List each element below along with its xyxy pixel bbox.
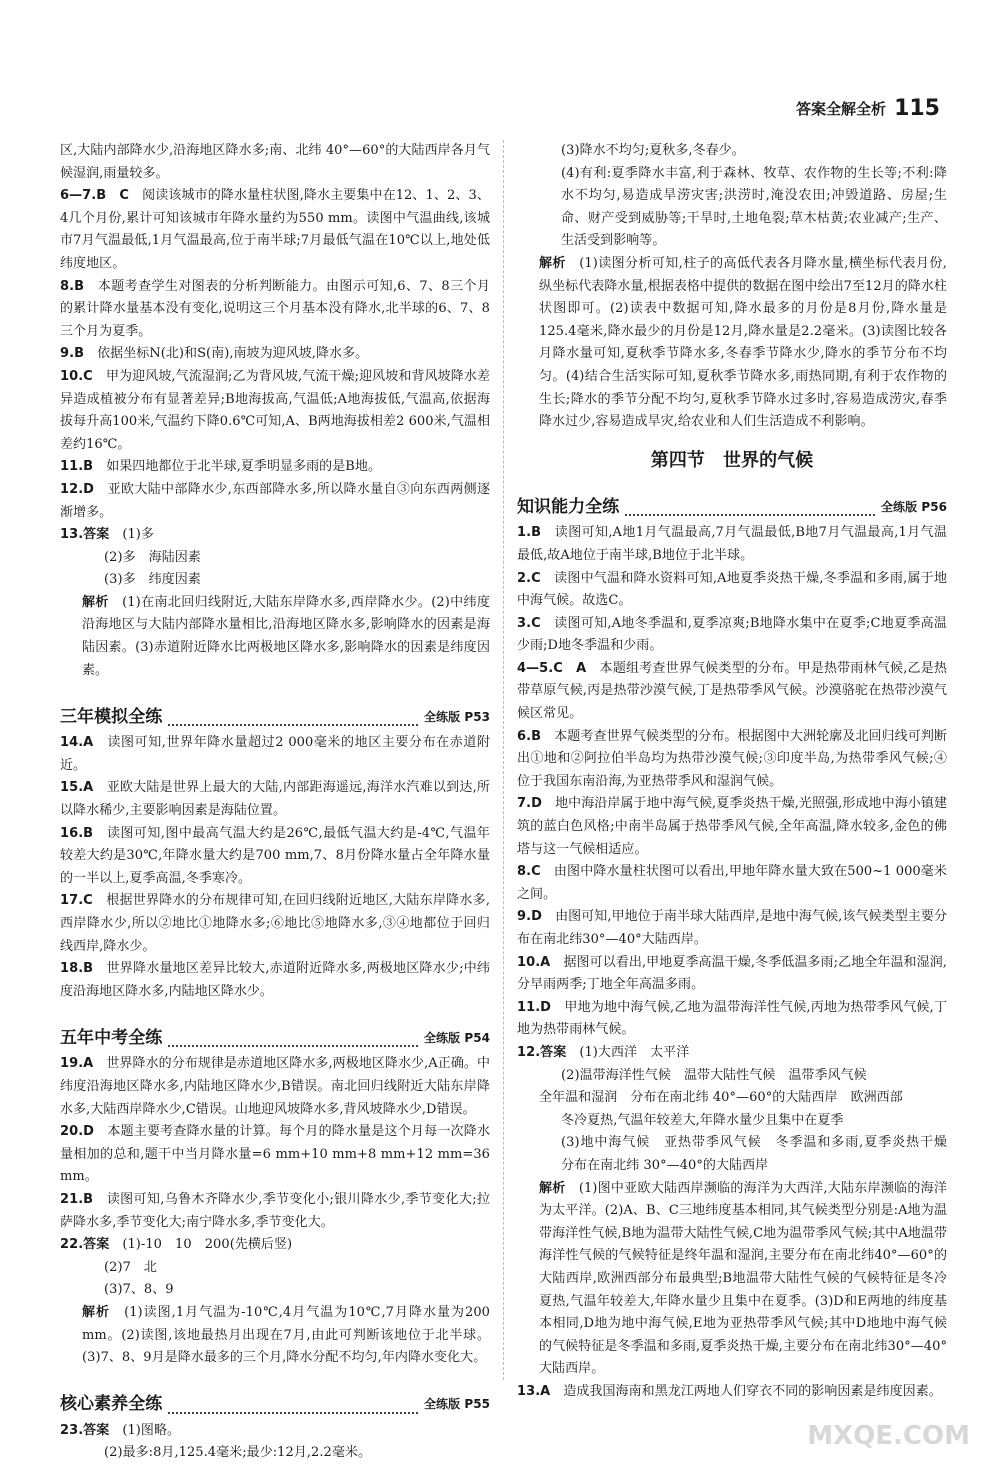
answer-text: 依据坐标N(北)和S(南),南坡为迎风坡,降水多。 <box>97 346 369 362</box>
answer-key: 18.B <box>60 961 94 977</box>
answer-key: 22.答案 <box>60 1237 110 1253</box>
answer-text: 甲为迎风坡,气流湿润;乙为背风坡,气流干燥;迎风坡和背风坡降水差异造成植被分布有显著差异;B地海拔高,气温低;A地海拔低,气温高,依据海拔每升高100米,气温约下降0.6℃可知,A、B两地海拔相差2 600米,气温相差约16℃。 <box>60 368 491 452</box>
answer-line: (3)7、8、9 <box>104 1282 174 1298</box>
answer-item <box>60 732 490 777</box>
intro-text: 区,大陆内部降水少,沿海地区降水多;南、北纬 40°—60°的大陆西岸各月气候湿润,雨量较多。 <box>60 143 490 181</box>
answer-line: 全年温和湿润 分布在南北纬 40°—60°的大陆西岸 欧洲西部 <box>539 1090 903 1106</box>
explanation <box>60 1302 490 1370</box>
answer-line: (4)有利:夏季降水丰富,利于森林、牧草、农作物的生长等;不利:降水不均匀,易造成旱涝灾害;洪涝时,淹没农田;冲毁道路、房屋;生命、财产受到威胁等;干旱时,土地龟裂;草木枯黄;农业减产;生产、生活受到影响等。 <box>561 165 947 249</box>
answer-item <box>60 823 490 891</box>
answer-text: 读图可知,乌鲁木齐降水少,季节变化小;银川降水少,季节变化大;拉萨降水多,季节变化大;南宁降水多,季节变化大。 <box>60 1191 490 1230</box>
answer-text: 由图中降水量柱状图可以看出,甲地年降水量大致在500~1 000毫米之间。 <box>517 864 947 902</box>
answer-key: 21.B <box>60 1191 94 1207</box>
answer-key: 8.C <box>517 864 541 880</box>
answer-list-5 <box>517 1381 947 1404</box>
header-label: 答案全解全析 <box>796 100 887 118</box>
answer-text: 根据世界降水的分布规律可知,在回归线附近地区,大陆东岸降水多,西岸降水少,所以②地比①地降水多;⑥地比⑤地降水多,③④地都位于回归线西岸,降水少。 <box>60 893 490 954</box>
answer-key: 2.C <box>517 570 541 586</box>
answer-text: 读图可知,A地冬季温和,夏季凉爽;B地降水集中在夏季;C地夏季高温少雨;D地冬季温和少雨。 <box>517 615 947 654</box>
answer-line: (2)多 海陆因素 <box>104 549 201 565</box>
answer-item <box>517 906 947 951</box>
page-number: 115 <box>894 96 940 121</box>
explanation-text: (1)读图分析可知,柱子的高低代表各月降水量,横坐标代表月份,纵坐标代表降水量,根据表格中提供的数据在图中绘出7至12月的降水柱状图即可。(2)读表中数据可知,降水最多的月份是8月份,降水量是125.4毫米,降水最少的月份是12月,降水量是2.2毫米。(3)读图比较各月降水量可知,夏秋季节降水多,冬春季节降水少,降水的季节分布不均匀。(4)结合生活实际可知,夏秋季节降水多,雨热同期,有利于农作物的生长;降水的季节分配不均匀,夏秋季节降水过多时,容易造成涝灾,春季降水过少,容易造成旱灾,给农业和人们生活造成不利影响。 <box>539 255 947 430</box>
answer-key: 9.B <box>60 346 85 362</box>
question-13 <box>60 524 490 682</box>
answer-key: 7.D <box>517 796 542 812</box>
answer-key: 8.B <box>60 278 85 294</box>
answer-text: 本题主要考查降水量的计算。每个月的降水量是这个月每一次降水量相加的总和,题干中当月降水量=6 mm+10 mm+8 mm+12 mm=36 mm。 <box>60 1124 490 1185</box>
answer-item <box>60 479 490 524</box>
answer-key: 12.答案 <box>517 1044 567 1060</box>
answer-text: 本题组考查世界气候类型的分布。甲是热带雨林气候,乙是热带草原气候,丙是热带沙漠气候,丁是热带季风气候。沙漠骆驼在热带沙漠气候区常见。 <box>517 660 947 722</box>
section-ref: 全练版 P56 <box>875 496 947 519</box>
left-column <box>60 140 490 1465</box>
explanation <box>517 1178 947 1381</box>
answer-key: 6—7.B C <box>60 188 129 204</box>
answer-key: 11.B <box>60 459 94 475</box>
answer-text: 据图可以看出,甲地夏季高温干燥,冬季低温多雨;乙地全年温和湿润,分早雨两季;丁地全年高温多雨。 <box>517 954 947 993</box>
answer-line: (2)7 北 <box>104 1259 157 1275</box>
answer-text: 本题考查世界气候类型的分布。根据图中大洲轮廓及北回归线可判断出①地和②阿拉伯半岛均为热带沙漠气候;③印度半岛,为热带季风气候;④位于我国东南沿海,为亚热带季风和湿润气候。 <box>517 728 947 789</box>
explanation <box>517 253 947 434</box>
answer-item <box>60 1053 490 1121</box>
section-ref: 全练版 P54 <box>418 1027 490 1050</box>
section-ref: 全练版 P55 <box>418 1393 490 1416</box>
column-divider <box>503 140 505 1380</box>
explanation-text: (1)图中亚欧大陆西岸濒临的海洋为大西洋,大陆东岸濒临的海洋为太平洋。(2)A、B、C三地纬度基本相同,其气候类型分别是:A地为温带海洋性气候,B地为温带大陆性气候,C地为温带季风气候;其中A地温带海洋性气候的气候特征是终年温和湿润,主要分布在南北纬40°—60°的大陆西岸,欧洲西部分布最典型;B地温带大陆性气候的气候特征是冬冷夏热,气温年较差大,年降水量少且集中在夏季。(3)D和E两地的纬度基本相同,D地为地中海气候,E地为亚热带季风气候;其中D地地中海气候的气候特征是冬季温和多雨,夏季炎热干燥,主要分布在南北纬30°—40°大陆西岸。 <box>539 1180 947 1377</box>
answer-text: 读图可知,A地1月气温最高,7月气温最低,B地7月气温最高,1月气温最低,故A地位于南半球,B地位于北半球。 <box>517 525 947 563</box>
answer-line: (1)图略。 <box>122 1422 181 1438</box>
answer-item <box>517 658 947 726</box>
section-header-sannian <box>60 696 490 726</box>
answer-text: 亚欧大陆中部降水少,东西部降水多,所以降水量自③向东西两侧逐渐增多。 <box>60 481 490 520</box>
section-title: 核心素养全练 <box>60 1393 168 1416</box>
explanation-key: 解析 <box>539 1180 566 1196</box>
chapter-title: 第四节 世界的气候 <box>650 449 814 471</box>
answer-text: 本题考查学生对图表的分析判断能力。由图示可知,6、7、8三个月的累计降水量基本没有变化,说明这三个月基本没有降水,北半球的6、7、8三个月为夏季。 <box>60 278 490 339</box>
answer-item <box>517 726 947 794</box>
answer-text: 世界降水的分布规律是赤道地区降水多,两极地区降水少,A正确。中纬度沿海地区降水多,内陆地区降水少,B错误。南北回归线附近大陆东岸降水多,大陆西岸降水少,C错误。山地迎风坡降水多,背风坡降水少,D错误。 <box>60 1056 491 1117</box>
answer-key: 1.B <box>517 525 542 541</box>
answer-text: 甲地为地中海气候,乙地为温带海洋性气候,丙地为热带季风气候,丁地为热带雨林气候。 <box>517 999 947 1038</box>
answer-key: 10.A <box>517 954 551 970</box>
answer-line: (3)降水不均匀;夏秋多,冬春少。 <box>561 143 745 158</box>
answer-key: 13.A <box>517 1383 551 1399</box>
answer-text: 读图可知,图中最高气温大约是26℃,最低气温大约是-4℃,气温年较差大约是30℃,年降水量大约是700 mm,7、8月份降水量占全年降水量的一半以上,夏季高温,冬季寒冷。 <box>60 825 490 886</box>
answer-item <box>60 890 490 958</box>
answer-list-2 <box>60 732 490 1003</box>
question-23 <box>60 1420 490 1465</box>
answer-item <box>60 1420 490 1443</box>
answer-item <box>60 1234 490 1257</box>
answer-key: 4—5.C A <box>517 660 587 676</box>
answer-item <box>60 777 490 822</box>
section-header-hexin <box>60 1384 490 1414</box>
answer-item <box>517 1381 947 1404</box>
answer-text: 世界降水量地区差异比较大,赤道附近降水多,两极地区降水少;中纬度沿海地区降水多,内陆地区降水少。 <box>60 961 490 999</box>
answer-line: (3)多 纬度因素 <box>104 572 201 588</box>
explanation-text: (1)读图,1月气温为-10℃,4月气温为10℃,7月降水量为200 mm。(2)读图,该地最热月出现在7月,由此可判断该地位于北半球。(3)7、8、9月是降水最多的三个月,降水分配不均匀,年内降水变化大。 <box>82 1304 491 1366</box>
answer-line: (1)多 <box>122 527 154 543</box>
answer-item <box>517 613 947 658</box>
answer-item <box>517 997 947 1042</box>
section-header-zhishi <box>517 486 947 516</box>
answer-key: 23.答案 <box>60 1422 110 1438</box>
explanation-key: 解析 <box>82 594 109 610</box>
answer-item <box>517 1042 947 1065</box>
answer-key: 19.A <box>60 1056 94 1072</box>
explanation-key: 解析 <box>82 1304 111 1320</box>
answer-item <box>60 185 490 275</box>
answer-item <box>60 456 490 479</box>
answer-item <box>60 1189 490 1234</box>
answer-list-1 <box>60 185 490 524</box>
answer-line: 冬冷夏热,气温年较差大,年降水量少且集中在夏季 <box>561 1112 844 1128</box>
answer-key: 16.B <box>60 825 94 841</box>
question-12 <box>517 1042 961 1381</box>
answer-line: (2)最多:8月,125.4毫米;最少:12月,2.2毫米。 <box>104 1445 372 1461</box>
question-22 <box>60 1234 490 1370</box>
section-title: 三年模拟全练 <box>60 706 168 729</box>
answer-item <box>517 793 947 861</box>
answer-key: 10.C <box>60 368 93 384</box>
answer-key: 15.A <box>60 780 94 796</box>
section-ref: 全练版 P53 <box>418 706 490 729</box>
answer-item <box>517 522 947 567</box>
answer-item <box>60 524 490 547</box>
answer-text: 读图可知,世界年降水量超过2 000毫米的地区主要分布在赤道附近。 <box>60 735 490 773</box>
answer-item <box>60 366 490 456</box>
answer-line: (2)温带海洋性气候 温带大陆性气候 温带季风气候 <box>561 1067 867 1083</box>
answer-item <box>517 568 947 613</box>
answer-item <box>517 861 947 906</box>
answer-text: 造成我国海南和黑龙江两地人们穿衣不同的影响因素是纬度因素。 <box>563 1383 942 1399</box>
page-header <box>796 96 940 121</box>
watermark: MXQE.COM <box>807 1421 970 1451</box>
answer-list-3 <box>60 1053 490 1234</box>
answer-text: 地中海沿岸属于地中海气候,夏季炎热干燥,光照强,形成地中海小镇建筑的蓝白色风格;中南半岛属于热带季风气候,全年高温,降水较多,金色的佛塔与这一气候相适应。 <box>517 796 947 857</box>
answer-key: 20.D <box>60 1124 95 1140</box>
answer-item <box>517 952 947 997</box>
answer-text: 读图中气温和降水资料可知,A地夏季炎热干燥,冬季温和多雨,属于地中海气候。故选C。 <box>517 570 947 609</box>
explanation <box>60 592 490 682</box>
section-title: 五年中考全练 <box>60 1027 168 1050</box>
answer-line: (1)-10 10 200(先横后竖) <box>122 1237 293 1253</box>
answer-item <box>60 1121 490 1189</box>
answer-text: 阅读该城市的降水量柱状图,降水主要集中在12、1、2、3、4几个月份,累计可知该城市年降水量约为550 mm。读图中气温曲线,该城市7月气温最低,1月气温最高,位于南半球;7月最低气温在10℃以上,地处低纬度地区。 <box>60 188 490 271</box>
answer-text: 如果四地都位于北半球,夏季明显多雨的是B地。 <box>106 459 381 475</box>
answer-text: 亚欧大陆是世界上最大的大陆,内部距海遥远,海洋水汽难以到达,所以降水稀少,主要影响因素是海陆位置。 <box>60 780 490 819</box>
answer-key: 14.A <box>60 735 94 751</box>
answer-key: 13.答案 <box>60 527 110 543</box>
answer-key: 9.D <box>517 909 542 925</box>
explanation-key: 解析 <box>539 255 566 271</box>
answer-key: 12.D <box>60 481 95 497</box>
section-title: 知识能力全练 <box>517 496 625 519</box>
explanation-text: (1)在南北回归线附近,大陆东岸降水多,西岸降水少。(2)中纬度沿海地区与大陆内部降水量相比,沿海地区降水多,影响降水的因素是海陆因素。(3)赤道附近降水比两极地区降水多,影响降水的因素是纬度因素。 <box>82 594 490 678</box>
answer-key: 11.D <box>517 999 552 1015</box>
right-column <box>517 140 961 1403</box>
answer-line: (1)大西洋 太平洋 <box>579 1044 690 1060</box>
answer-key: 6.B <box>517 728 542 744</box>
answer-item <box>60 958 490 1003</box>
section-header-wunian <box>60 1017 490 1047</box>
answer-key: 3.C <box>517 615 541 631</box>
answer-text: 由图可知,甲地位于南半球大陆西岸,是地中海气候,该气候类型主要分布在南北纬30°—40°大陆西岸。 <box>517 909 947 947</box>
answer-item <box>60 276 490 344</box>
answer-item <box>60 343 490 366</box>
answer-list-4 <box>517 522 947 1042</box>
answer-line: (3)地中海气候 亚热带季风气候 冬季温和多雨,夏季炎热干燥 分布在南北纬 30°—40°的大陆西岸 <box>561 1135 961 1173</box>
answer-key: 17.C <box>60 893 93 909</box>
